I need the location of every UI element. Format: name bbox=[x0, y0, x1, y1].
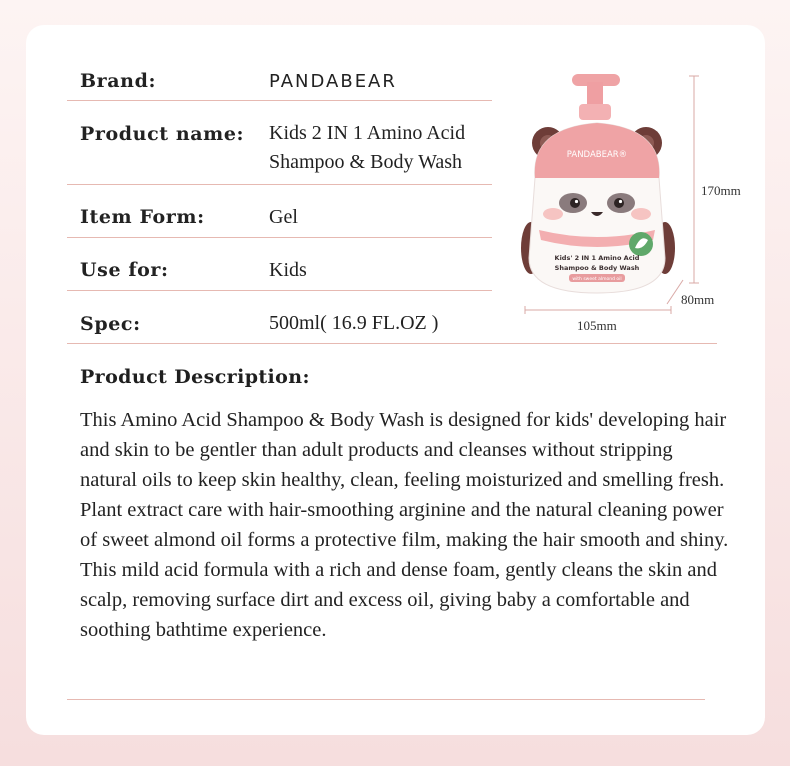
brand-label: Brand: bbox=[80, 70, 157, 92]
description-title: Product Description: bbox=[80, 366, 310, 388]
divider bbox=[67, 343, 717, 344]
use-for-value: Kids bbox=[269, 259, 307, 281]
divider bbox=[67, 237, 492, 238]
product-name-line1: Kids 2 IN 1 Amino Acid bbox=[269, 122, 466, 144]
divider bbox=[67, 184, 492, 185]
bottle-brand-text: PANDABEAR® bbox=[566, 150, 628, 160]
use-for-label: Use for: bbox=[80, 259, 169, 281]
product-name-label: Product name: bbox=[80, 123, 245, 145]
bottle-label-line3: with sweet almond oil bbox=[572, 277, 622, 282]
depth-dimension: 80mm bbox=[681, 292, 715, 307]
spec-label: Spec: bbox=[80, 313, 141, 335]
width-dimension: 105mm bbox=[577, 318, 617, 333]
item-form-label: Item Form: bbox=[80, 206, 205, 228]
bottle-label-line1: Kids' 2 IN 1 Amino Acid bbox=[554, 254, 640, 262]
height-dimension: 170mm bbox=[701, 183, 741, 198]
bottle-label-line2: Shampoo & Body Wash bbox=[554, 264, 640, 272]
brand-value: PANDABEAR bbox=[269, 71, 397, 92]
description-text: This Amino Acid Shampoo & Body Wash is designed for kids' developing hair and skin to be gentler than adult products and cleanses without stripping natural oils to keep skin healthy, clean, feeling moisturized and smelling fresh. Plant extract care with hair-smoothing arginine and the natural cleaning power of sweet almond oil forms a protective film, making the hair smooth and shiny. This mild acid formula with a rich and dense foam, gently cleans the skin and scalp, removing surface dirt and excess oil, giving baby a comfortable and soothing bathtime experience. bbox=[80, 409, 729, 641]
bottom-divider bbox=[67, 699, 705, 700]
item-form-value: Gel bbox=[269, 206, 298, 228]
spec-value: 500ml( 16.9 FL.OZ ) bbox=[269, 312, 439, 334]
divider bbox=[67, 100, 492, 101]
divider bbox=[67, 290, 492, 291]
product-name-line2: Shampoo & Body Wash bbox=[269, 151, 463, 173]
